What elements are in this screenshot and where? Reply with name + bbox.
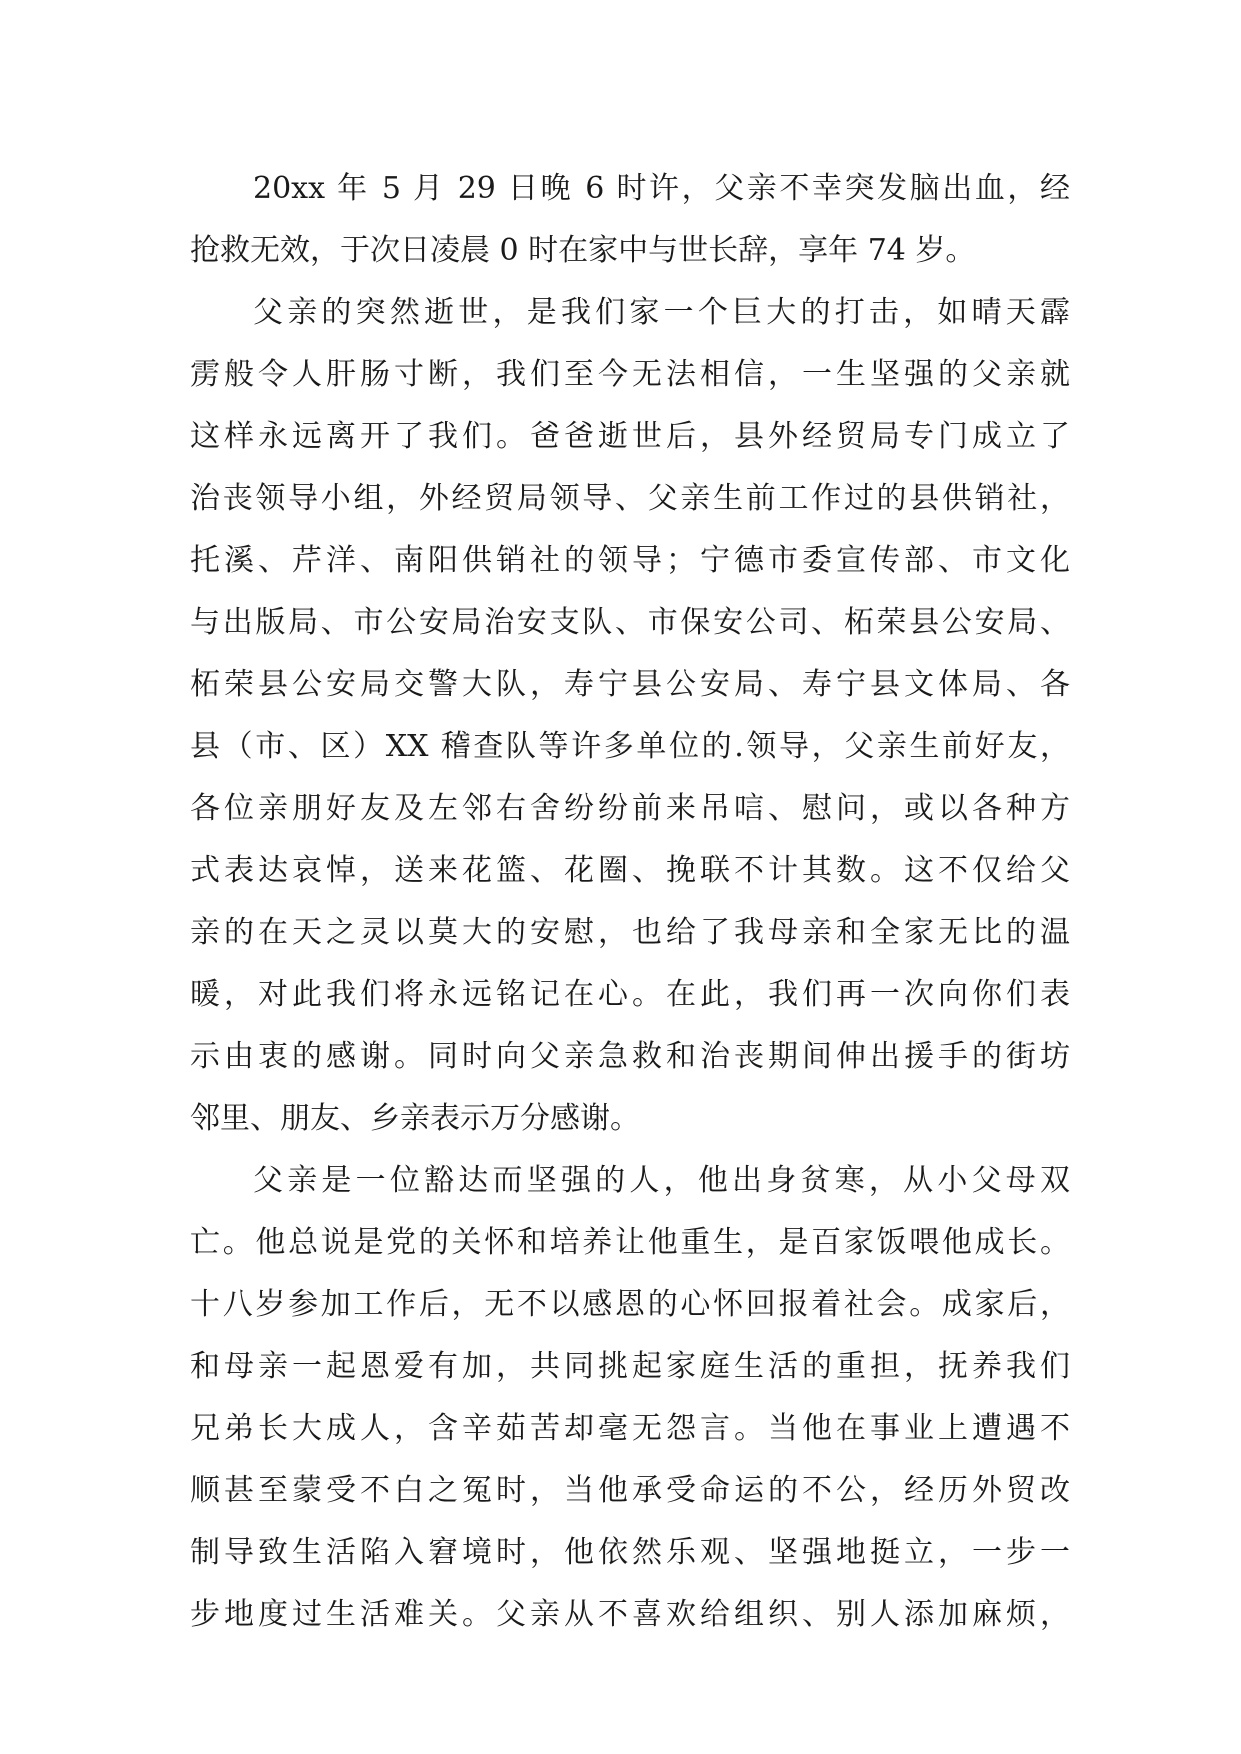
text-line: 步地度过生活难关。父亲从不喜欢给组织、别人添加麻烦， [190,1597,1070,1632]
text-line: 式表达哀悼，送来花篮、花圈、挽联不计其数。这不仅给父 [190,853,1070,888]
text-line: 邻里、朋友、乡亲表示万分感谢。 [190,1101,640,1136]
text-line: 这样永远离开了我们。爸爸逝世后，县外经贸局专门成立了 [190,419,1070,454]
text-line: 和母亲一起恩爱有加，共同挑起家庭生活的重担，抚养我们 [190,1349,1070,1384]
text-line: 亲的在天之灵以莫大的安慰，也给了我母亲和全家无比的温 [190,915,1070,950]
text-line: 示由衷的感谢。同时向父亲急救和治丧期间伸出援手的街坊 [190,1039,1070,1074]
text-line: 制导致生活陷入窘境时，他依然乐观、坚强地挺立，一步一 [190,1535,1070,1570]
text-line: 十八岁参加工作后，无不以感恩的心怀回报着社会。成家后， [190,1287,1070,1322]
text-line: 父亲是一位豁达而坚强的人，他出身贫寒，从小父母双 [253,1163,1070,1198]
text-line: 兄弟长大成人，含辛茹苦却毫无怨言。当他在事业上遭遇不 [190,1411,1070,1446]
text-line: 柘荣县公安局交警大队，寿宁县公安局、寿宁县文体局、各 [190,667,1070,702]
text-line: 与出版局、市公安局治安支队、市保安公司、柘荣县公安局、 [190,605,1070,640]
text-line: 父亲的突然逝世，是我们家一个巨大的打击，如晴天霹 [253,295,1070,330]
text-line: 雳般令人肝肠寸断，我们至今无法相信，一生坚强的父亲就 [190,357,1070,392]
text-line: 顺甚至蒙受不白之冤时，当他承受命运的不公，经历外贸改 [190,1473,1070,1508]
text-line: 县（市、区）XX 稽查队等许多单位的.领导，父亲生前好友， [190,729,1070,764]
text-line: 亡。他总说是党的关怀和培养让他重生，是百家饭喂他成长。 [190,1225,1070,1260]
text-line: 暖，对此我们将永远铭记在心。在此，我们再一次向你们表 [190,977,1070,1012]
text-line: 治丧领导小组，外经贸局领导、父亲生前工作过的县供销社， [190,481,1070,516]
text-line: 抢救无效，于次日凌晨 0 时在家中与世长辞，享年 74 岁。 [190,233,976,268]
body-text [190,158,1070,1646]
text-line: 各位亲朋好友及左邻右舍纷纷前来吊唁、慰问，或以各种方 [190,791,1070,826]
text-line: 20xx 年 5 月 29 日晚 6 时许，父亲不幸突发脑出血，经 [253,171,1070,206]
text-line: 托溪、芹洋、南阳供销社的领导；宁德市委宣传部、市文化 [190,543,1070,578]
